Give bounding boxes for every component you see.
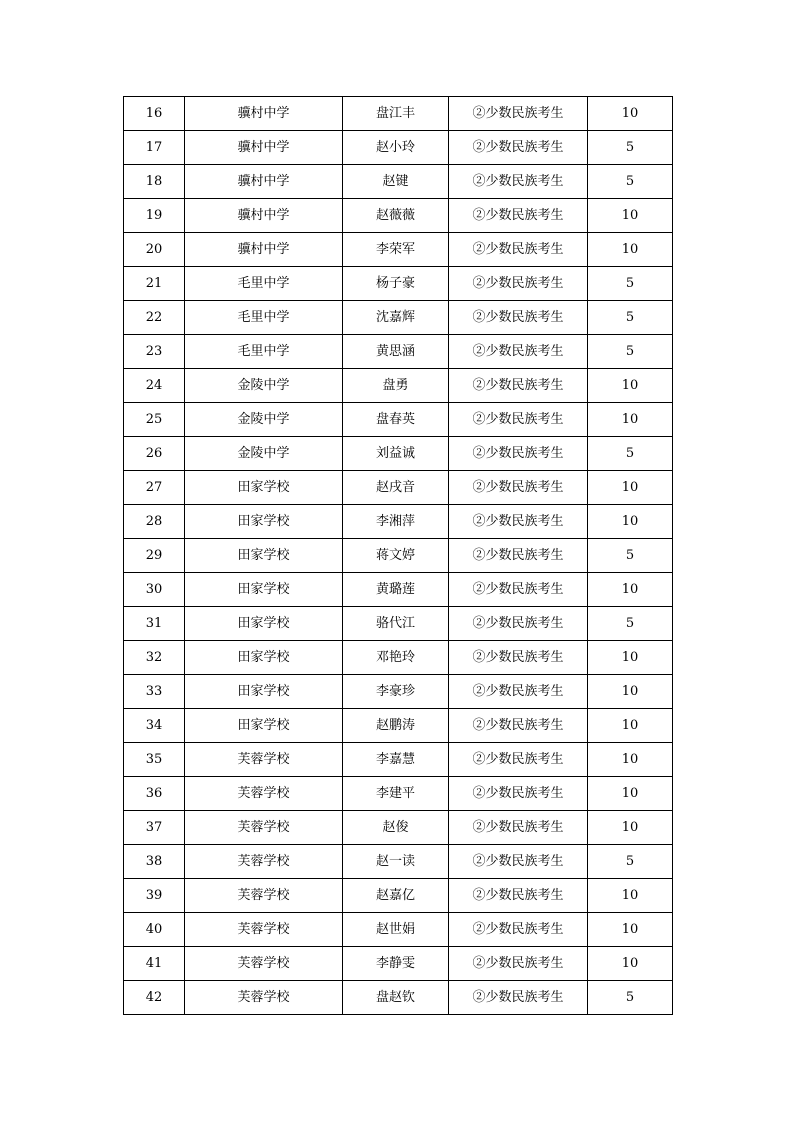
table-row [124, 97, 673, 131]
table-row [124, 437, 673, 471]
row-number: 37 [124, 811, 185, 845]
table-row [124, 913, 673, 947]
row-number: 34 [124, 709, 185, 743]
school-name: 骥村中学 [185, 199, 343, 233]
school-name: 田家学校 [185, 471, 343, 505]
table-row [124, 675, 673, 709]
school-name: 芙蓉学校 [185, 879, 343, 913]
bonus-points: 5 [588, 165, 673, 199]
category: ②少数民族考生 [449, 165, 588, 199]
category: ②少数民族考生 [449, 505, 588, 539]
category: ②少数民族考生 [449, 709, 588, 743]
bonus-points: 10 [588, 641, 673, 675]
table-row [124, 301, 673, 335]
school-name: 毛里中学 [185, 335, 343, 369]
school-name: 金陵中学 [185, 369, 343, 403]
roster-body [124, 97, 673, 1015]
student-name: 赵鹏涛 [343, 709, 449, 743]
table-row [124, 199, 673, 233]
category: ②少数民族考生 [449, 131, 588, 165]
student-name: 杨子豪 [343, 267, 449, 301]
school-name: 骥村中学 [185, 165, 343, 199]
row-number: 30 [124, 573, 185, 607]
student-name: 赵一读 [343, 845, 449, 879]
category: ②少数民族考生 [449, 675, 588, 709]
category: ②少数民族考生 [449, 743, 588, 777]
school-name: 芙蓉学校 [185, 947, 343, 981]
table-row [124, 505, 673, 539]
school-name: 田家学校 [185, 607, 343, 641]
bonus-points: 10 [588, 233, 673, 267]
school-name: 芙蓉学校 [185, 845, 343, 879]
row-number: 16 [124, 97, 185, 131]
student-name: 沈嘉辉 [343, 301, 449, 335]
row-number: 22 [124, 301, 185, 335]
row-number: 20 [124, 233, 185, 267]
category: ②少数民族考生 [449, 811, 588, 845]
bonus-points: 10 [588, 709, 673, 743]
row-number: 28 [124, 505, 185, 539]
school-name: 田家学校 [185, 505, 343, 539]
table-row [124, 267, 673, 301]
row-number: 24 [124, 369, 185, 403]
school-name: 田家学校 [185, 709, 343, 743]
student-name: 李静雯 [343, 947, 449, 981]
bonus-points: 5 [588, 131, 673, 165]
row-number: 26 [124, 437, 185, 471]
student-roster-table [123, 96, 673, 1015]
bonus-points: 10 [588, 369, 673, 403]
row-number: 32 [124, 641, 185, 675]
table-row [124, 981, 673, 1015]
row-number: 25 [124, 403, 185, 437]
table-row [124, 573, 673, 607]
school-name: 芙蓉学校 [185, 913, 343, 947]
row-number: 27 [124, 471, 185, 505]
bonus-points: 10 [588, 777, 673, 811]
student-name: 赵薇薇 [343, 199, 449, 233]
school-name: 田家学校 [185, 539, 343, 573]
table-row [124, 709, 673, 743]
table-row [124, 607, 673, 641]
category: ②少数民族考生 [449, 879, 588, 913]
bonus-points: 5 [588, 301, 673, 335]
bonus-points: 5 [588, 437, 673, 471]
row-number: 40 [124, 913, 185, 947]
category: ②少数民族考生 [449, 845, 588, 879]
school-name: 骥村中学 [185, 131, 343, 165]
row-number: 42 [124, 981, 185, 1015]
category: ②少数民族考生 [449, 233, 588, 267]
row-number: 19 [124, 199, 185, 233]
school-name: 毛里中学 [185, 267, 343, 301]
bonus-points: 10 [588, 573, 673, 607]
student-name: 李荣军 [343, 233, 449, 267]
category: ②少数民族考生 [449, 573, 588, 607]
row-number: 41 [124, 947, 185, 981]
table-row [124, 777, 673, 811]
school-name: 金陵中学 [185, 437, 343, 471]
student-name: 黄思涵 [343, 335, 449, 369]
row-number: 21 [124, 267, 185, 301]
student-name: 赵嘉亿 [343, 879, 449, 913]
category: ②少数民族考生 [449, 947, 588, 981]
category: ②少数民族考生 [449, 777, 588, 811]
row-number: 18 [124, 165, 185, 199]
table-row [124, 845, 673, 879]
table-row [124, 165, 673, 199]
student-name: 盘勇 [343, 369, 449, 403]
row-number: 23 [124, 335, 185, 369]
bonus-points: 5 [588, 845, 673, 879]
student-name: 李建平 [343, 777, 449, 811]
student-name: 盘赵钦 [343, 981, 449, 1015]
school-name: 田家学校 [185, 675, 343, 709]
table-row [124, 947, 673, 981]
student-name: 李嘉慧 [343, 743, 449, 777]
student-name: 蒋文婷 [343, 539, 449, 573]
bonus-points: 10 [588, 743, 673, 777]
bonus-points: 10 [588, 97, 673, 131]
category: ②少数民族考生 [449, 97, 588, 131]
school-name: 芙蓉学校 [185, 981, 343, 1015]
category: ②少数民族考生 [449, 437, 588, 471]
school-name: 金陵中学 [185, 403, 343, 437]
row-number: 39 [124, 879, 185, 913]
category: ②少数民族考生 [449, 981, 588, 1015]
student-name: 盘春英 [343, 403, 449, 437]
school-name: 田家学校 [185, 573, 343, 607]
bonus-points: 10 [588, 199, 673, 233]
student-name: 黄璐莲 [343, 573, 449, 607]
table-row [124, 131, 673, 165]
school-name: 芙蓉学校 [185, 811, 343, 845]
school-name: 骥村中学 [185, 233, 343, 267]
category: ②少数民族考生 [449, 539, 588, 573]
student-name: 刘益诚 [343, 437, 449, 471]
table-row [124, 743, 673, 777]
row-number: 36 [124, 777, 185, 811]
student-name: 赵小玲 [343, 131, 449, 165]
category: ②少数民族考生 [449, 335, 588, 369]
table-row [124, 369, 673, 403]
table-row [124, 233, 673, 267]
table-row [124, 811, 673, 845]
category: ②少数民族考生 [449, 607, 588, 641]
student-name: 邓艳玲 [343, 641, 449, 675]
table-row [124, 403, 673, 437]
bonus-points: 5 [588, 539, 673, 573]
row-number: 29 [124, 539, 185, 573]
bonus-points: 5 [588, 981, 673, 1015]
bonus-points: 10 [588, 947, 673, 981]
student-name: 盘江丰 [343, 97, 449, 131]
bonus-points: 10 [588, 913, 673, 947]
bonus-points: 5 [588, 607, 673, 641]
student-name: 赵戌音 [343, 471, 449, 505]
school-name: 毛里中学 [185, 301, 343, 335]
category: ②少数民族考生 [449, 199, 588, 233]
row-number: 35 [124, 743, 185, 777]
table-row [124, 641, 673, 675]
bonus-points: 10 [588, 879, 673, 913]
student-name: 李豪珍 [343, 675, 449, 709]
bonus-points: 5 [588, 267, 673, 301]
table-row [124, 879, 673, 913]
row-number: 38 [124, 845, 185, 879]
bonus-points: 10 [588, 811, 673, 845]
category: ②少数民族考生 [449, 403, 588, 437]
bonus-points: 10 [588, 675, 673, 709]
student-name: 赵俊 [343, 811, 449, 845]
category: ②少数民族考生 [449, 301, 588, 335]
category: ②少数民族考生 [449, 471, 588, 505]
student-name: 李湘萍 [343, 505, 449, 539]
bonus-points: 10 [588, 471, 673, 505]
category: ②少数民族考生 [449, 267, 588, 301]
category: ②少数民族考生 [449, 369, 588, 403]
category: ②少数民族考生 [449, 641, 588, 675]
school-name: 芙蓉学校 [185, 743, 343, 777]
bonus-points: 10 [588, 403, 673, 437]
student-name: 骆代江 [343, 607, 449, 641]
school-name: 骥村中学 [185, 97, 343, 131]
school-name: 田家学校 [185, 641, 343, 675]
row-number: 17 [124, 131, 185, 165]
table-row [124, 335, 673, 369]
bonus-points: 10 [588, 505, 673, 539]
student-name: 赵世娟 [343, 913, 449, 947]
school-name: 芙蓉学校 [185, 777, 343, 811]
row-number: 33 [124, 675, 185, 709]
row-number: 31 [124, 607, 185, 641]
bonus-points: 5 [588, 335, 673, 369]
student-name: 赵键 [343, 165, 449, 199]
table-row [124, 471, 673, 505]
table-row [124, 539, 673, 573]
category: ②少数民族考生 [449, 913, 588, 947]
